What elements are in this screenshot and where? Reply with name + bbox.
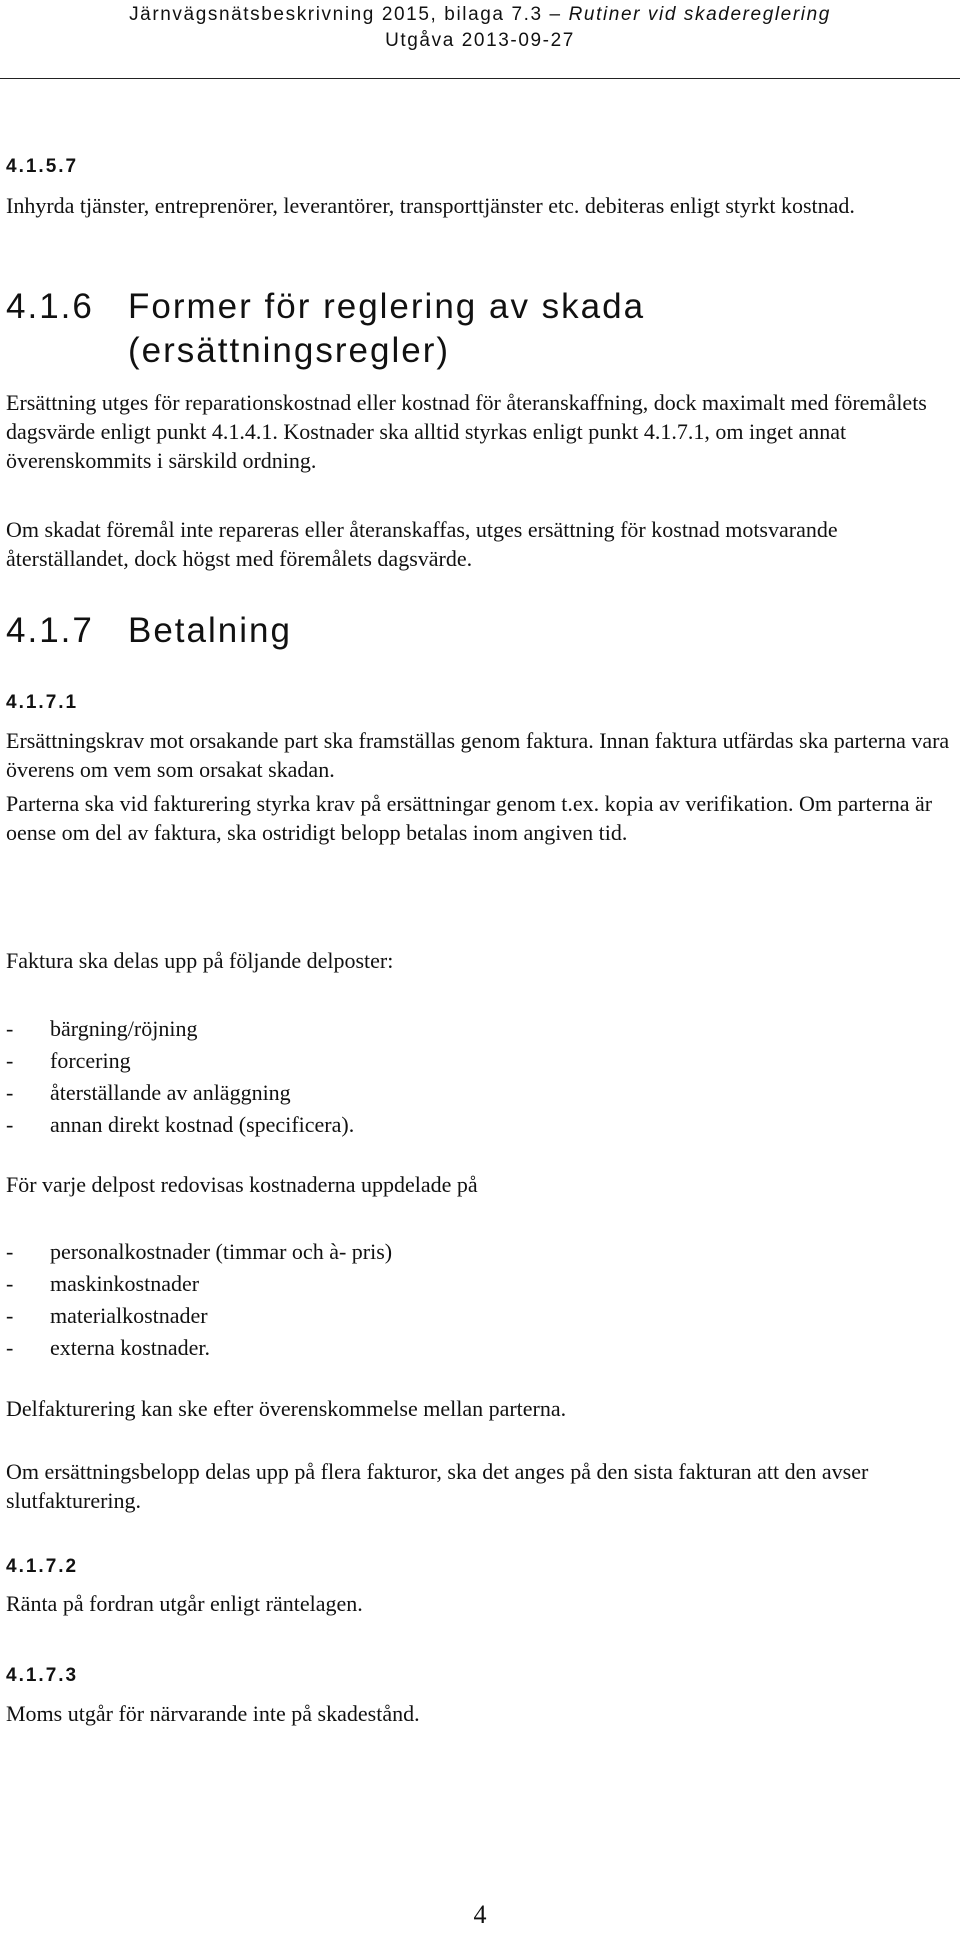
list-item: - forcering [6, 1048, 131, 1073]
header-rule [0, 78, 960, 79]
paragraph-4-1-6-b: Om skadat föremål inte repareras eller återanskaffas, utges ersättning för kostnad motsvarande återställandet, dock högst med föremålets dagsvärde. [6, 517, 838, 571]
header-subtitle: Rutiner vid skadereglering [568, 4, 831, 25]
header-title: Järnvägsnätsbeskrivning 2015, bilaga 7.3 – [129, 4, 569, 25]
page-number: 4 [473, 1900, 487, 1929]
list-item: - maskinkostnader [6, 1271, 200, 1296]
section-number-4-1-5-7: 4.1.5.7 [6, 156, 79, 177]
list-item: - återställande av anläggning [6, 1080, 291, 1105]
paragraph-4-1-7-1-b: Parterna ska vid fakturering styrka krav på ersättningar genom t.ex. kopia av verifikation. Om parterna är oense om del av faktura, ska ostridigt belopp betalas inom angiven tid. [6, 791, 933, 845]
paragraph-4-1-5-7: Inhyrda tjänster, entreprenörer, leverantörer, transporttjänster etc. debiteras enligt styrkt kostnad. [6, 193, 855, 218]
kostnader-list [6, 1236, 952, 1364]
section-number-4-1-7-3: 4.1.7.3 [6, 1665, 79, 1686]
running-header-line1 [0, 3, 960, 27]
paragraph-4-1-7-1-c: Faktura ska delas upp på följande delposter: [6, 948, 394, 973]
heading-number: 4.1.6 [6, 287, 94, 326]
list-item: - bärgning/röjning [6, 1016, 198, 1041]
section-number-4-1-7-2: 4.1.7.2 [6, 1556, 79, 1577]
delposter-list [6, 1013, 952, 1141]
heading-title: Betalning [128, 611, 292, 650]
list-item: - externa kostnader. [6, 1335, 211, 1360]
section-number-4-1-7-1: 4.1.7.1 [6, 692, 79, 713]
list-item: - personalkostnader (timmar och à- pris) [6, 1239, 393, 1264]
header-edition: Utgåva 2013-09-27 [385, 30, 575, 51]
paragraph-4-1-6-a: Ersättning utges för reparationskostnad eller kostnad för återanskaffning, dock maximalt med föremålets dagsvärde enligt punkt 4.1.4.1. Kostnader ska alltid styrkas enligt punkt 4.1.7.1, om inget annat överenskommits i särskild ordning. [6, 390, 927, 473]
heading-4-1-7 [6, 610, 952, 652]
paragraph-4-1-7-2: Ränta på fordran utgår enligt räntelagen. [6, 1591, 363, 1616]
paragraph-4-1-7-1-a: Ersättningskrav mot orsakande part ska framställas genom faktura. Innan faktura utfärdas ska parterna vara överens om vem som orsakat skadan. [6, 728, 950, 782]
heading-title: Former för reglering av skada [128, 287, 646, 326]
heading-4-1-6 [6, 286, 952, 328]
paragraph-4-1-7-1-d: För varje delpost redovisas kostnaderna uppdelade på [6, 1172, 478, 1197]
heading-number: 4.1.7 [6, 611, 94, 650]
heading-title-continued: (ersättningsregler) [128, 331, 450, 370]
paragraph-4-1-7-3: Moms utgår för närvarande inte på skadestånd. [6, 1701, 420, 1726]
paragraph-4-1-7-1-f: Om ersättningsbelopp delas upp på flera fakturor, ska det anges på den sista fakturan att den avser slutfakturering. [6, 1459, 869, 1513]
paragraph-4-1-7-1-e: Delfakturering kan ske efter överenskommelse mellan parterna. [6, 1396, 567, 1421]
list-item: - annan direkt kostnad (specificera). [6, 1112, 355, 1137]
list-item: - materialkostnader [6, 1303, 208, 1328]
